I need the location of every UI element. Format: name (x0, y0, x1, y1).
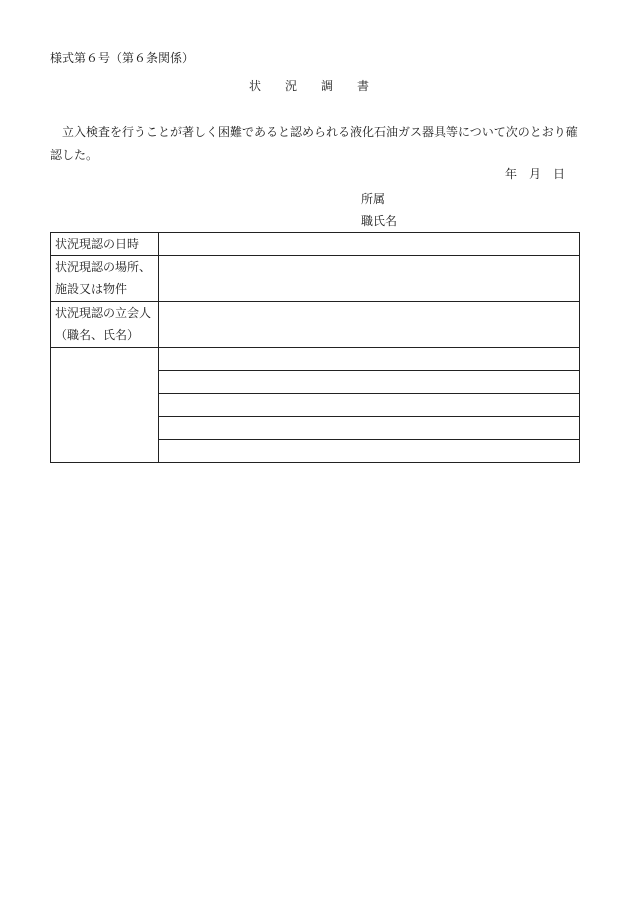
situation-record-table (50, 232, 580, 463)
extra-label-cell (51, 348, 159, 463)
location-value-field[interactable] (159, 256, 580, 302)
datetime-label: 状況現認の日時 (51, 233, 159, 256)
date-line (505, 166, 565, 182)
table-row (51, 256, 580, 302)
table-row (51, 233, 580, 256)
extra-line-field[interactable] (159, 371, 580, 394)
table-row (51, 348, 580, 371)
official-name-label: 職氏名 (361, 214, 398, 228)
extra-line-field[interactable] (159, 440, 580, 463)
datetime-value-field[interactable] (159, 233, 580, 256)
affiliation-label: 所属 (361, 192, 386, 206)
document-title: 状況調書 (248, 79, 393, 93)
date-year-label: 年 (505, 167, 518, 181)
extra-line-field[interactable] (159, 417, 580, 440)
location-label: 状況現認の場所、施設又は物件 (51, 256, 159, 302)
date-month-label: 月 (529, 167, 542, 181)
table-row (51, 302, 580, 348)
witness-label: 状況現認の立会人（職名、氏名） (51, 302, 159, 348)
date-day-label: 日 (553, 167, 566, 181)
extra-line-field[interactable] (159, 394, 580, 417)
witness-value-field[interactable] (159, 302, 580, 348)
form-number: 様式第６号（第６条関係） (50, 51, 195, 65)
extra-line-field[interactable] (159, 348, 580, 371)
statement-text: 立入検査を行うことが著しく困難であると認められる液化石油ガス器具等について次のとおり確認した。 (50, 125, 578, 162)
